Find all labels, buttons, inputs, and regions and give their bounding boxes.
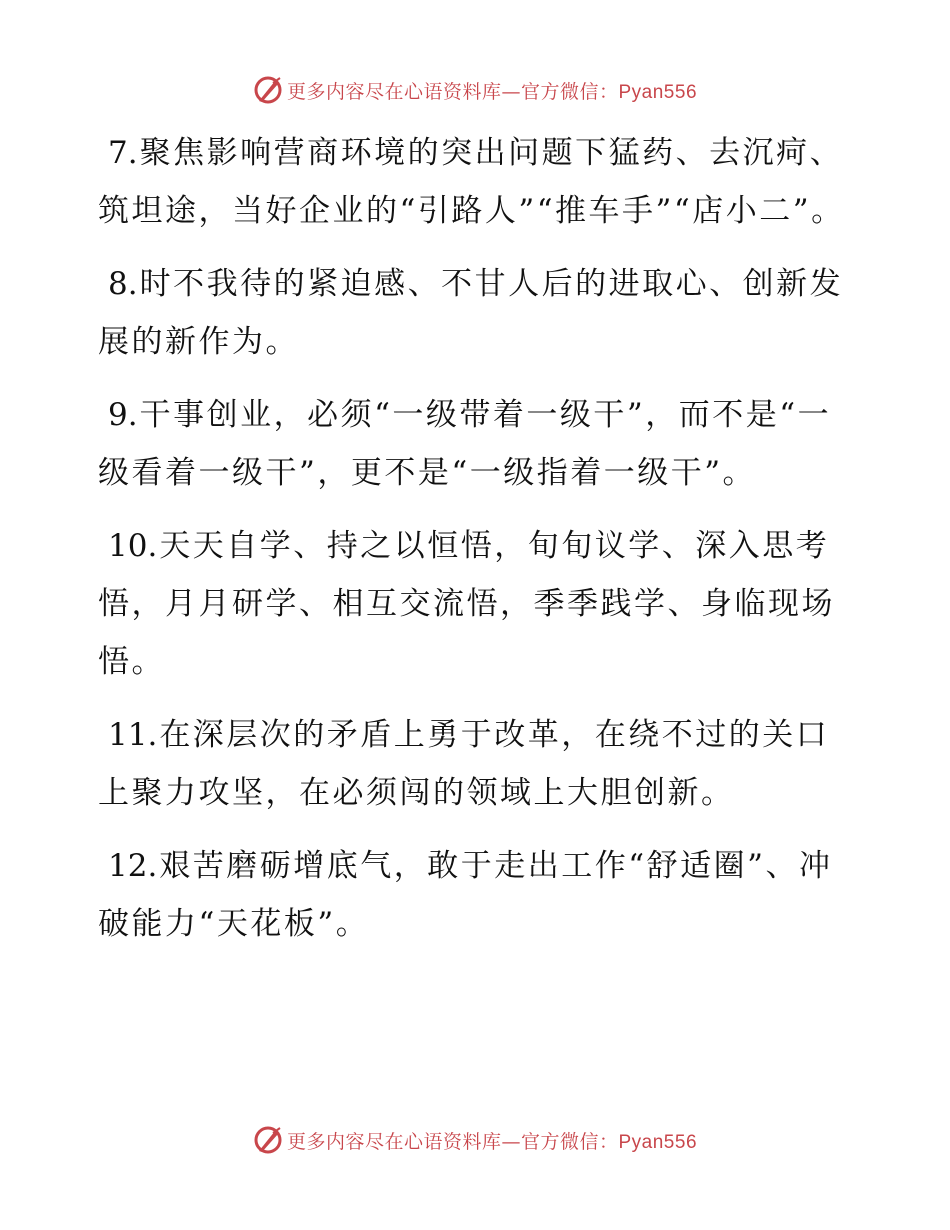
watermark-text: 更多内容尽在心语资料库—官方微信：Pyan556 [286,80,698,103]
footer-watermark [0,1120,950,1160]
paragraph-12 [98,837,858,953]
paragraph-text: 艰苦磨砺增底气，敢于走出工作“舒适圈”、冲破能力“天花板”。 [98,848,833,942]
paragraph-text: 时不我待的紧迫感、不甘人后的进取心、创新发展的新作为。 [98,266,844,360]
paragraph-number: 8. [108,266,138,302]
quill-pen-logo-icon [253,75,283,105]
paragraph-number: 10. [108,528,158,564]
watermark-text: 更多内容尽在心语资料库—官方微信：Pyan556 [286,1130,698,1153]
paragraph-text: 在深层次的矛盾上勇于改革，在绕不过的关口上聚力攻坚，在必须闯的领域上大胆创新。 [98,717,830,811]
paragraph-text: 聚焦影响营商环境的突出问题下猛药、去沉疴、筑坦途，当好企业的“引路人”“推车手”“店小二”。 [98,135,845,229]
paragraph-10 [98,517,858,691]
paragraph-7 [98,124,858,240]
paragraph-number: 12. [108,848,158,884]
document-body [98,124,858,968]
paragraph-text: 干事创业，必须“一级带着一级干”，而不是“一级看着一级干”，更不是“一级指着一级干”。 [98,397,832,491]
wechat-handle: Pyan556 [618,1131,698,1153]
quill-pen-logo-icon [253,1125,283,1155]
paragraph-number: 9. [108,397,138,433]
paragraph-8 [98,255,858,371]
paragraph-number: 11. [108,717,158,753]
paragraph-11 [98,706,858,822]
paragraph-text: 天天自学、持之以恒悟，旬旬议学、深入思考悟，月月研学、相互交流悟，季季践学、身临现场悟。 [98,528,835,680]
paragraph-number: 7. [108,135,138,171]
paragraph-9 [98,386,858,502]
header-watermark [0,70,950,110]
wechat-handle: Pyan556 [618,81,698,103]
